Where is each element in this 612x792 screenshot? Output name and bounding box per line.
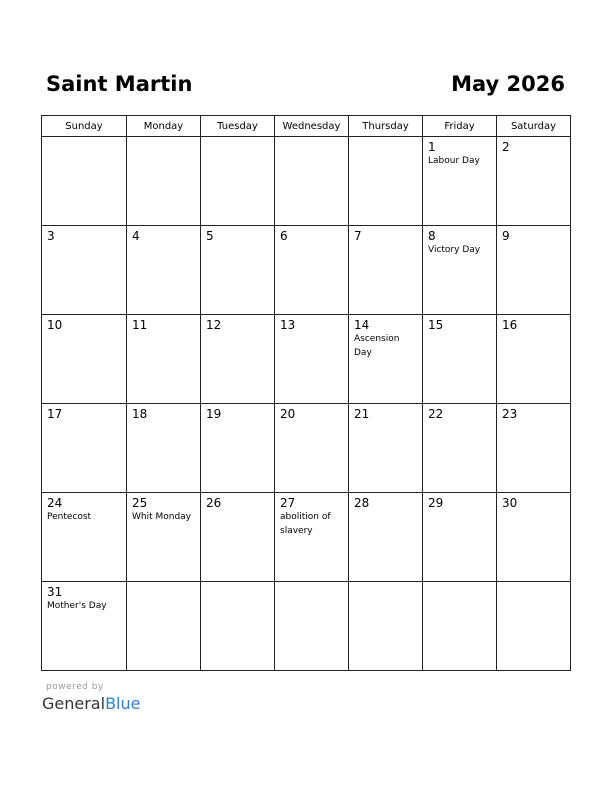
day-number bbox=[349, 582, 422, 585]
holiday-label: abolition of slavery bbox=[280, 512, 331, 536]
day-cell bbox=[42, 582, 127, 671]
day-cell bbox=[349, 315, 423, 404]
day-number: 13 bbox=[280, 318, 296, 332]
day-cell bbox=[127, 315, 201, 404]
day-cell bbox=[201, 404, 275, 493]
holiday-label: Labour Day bbox=[428, 156, 480, 166]
day-number: 8 bbox=[428, 229, 436, 243]
day-number: 11 bbox=[132, 318, 148, 332]
weekday-header: Friday bbox=[423, 116, 497, 137]
month-year-title: May 2026 bbox=[451, 72, 565, 96]
weekday-header: Wednesday bbox=[275, 116, 349, 137]
day-cell bbox=[423, 582, 497, 671]
day-number: 15 bbox=[428, 318, 444, 332]
holiday-label: Whit Monday bbox=[132, 512, 192, 522]
week-row bbox=[42, 404, 571, 493]
day-number: 16 bbox=[502, 318, 518, 332]
powered-by-label: powered by bbox=[46, 682, 104, 692]
day-cell bbox=[127, 137, 201, 226]
day-number: 20 bbox=[280, 407, 296, 421]
day-cell bbox=[349, 226, 423, 315]
day-number: 24 bbox=[47, 496, 63, 510]
day-cell bbox=[349, 582, 423, 671]
day-cell bbox=[275, 582, 349, 671]
day-cell bbox=[349, 493, 423, 582]
day-number: 14 bbox=[354, 318, 370, 332]
day-cell bbox=[497, 137, 571, 226]
day-cell bbox=[275, 404, 349, 493]
day-cell bbox=[201, 582, 275, 671]
day-cell bbox=[275, 493, 349, 582]
day-cell bbox=[423, 137, 497, 226]
day-cell bbox=[497, 315, 571, 404]
week-row bbox=[42, 137, 571, 226]
day-number: 3 bbox=[47, 229, 55, 243]
day-cell bbox=[423, 226, 497, 315]
day-number: 5 bbox=[206, 229, 214, 243]
day-cell bbox=[201, 493, 275, 582]
day-number bbox=[127, 582, 200, 585]
day-cell bbox=[42, 493, 127, 582]
day-cell bbox=[423, 404, 497, 493]
day-number: 18 bbox=[132, 407, 148, 421]
holiday-label: Pentecost bbox=[47, 512, 92, 522]
holiday-label: Victory Day bbox=[428, 245, 481, 255]
day-number: 19 bbox=[206, 407, 222, 421]
day-number: 28 bbox=[354, 496, 370, 510]
weekday-header: Saturday bbox=[497, 116, 571, 137]
day-number: 2 bbox=[502, 140, 510, 154]
day-number: 31 bbox=[47, 585, 63, 599]
day-cell bbox=[497, 582, 571, 671]
day-cell bbox=[497, 226, 571, 315]
week-row bbox=[42, 582, 571, 671]
day-number bbox=[497, 582, 570, 585]
day-number: 22 bbox=[428, 407, 444, 421]
day-number bbox=[349, 137, 422, 140]
day-cell bbox=[275, 226, 349, 315]
day-cell bbox=[127, 404, 201, 493]
weekday-header: Monday bbox=[127, 116, 201, 137]
day-cell bbox=[423, 493, 497, 582]
generalblue-logo bbox=[42, 694, 140, 714]
day-number bbox=[201, 582, 274, 585]
day-cell bbox=[127, 226, 201, 315]
day-number: 7 bbox=[354, 229, 362, 243]
day-number: 12 bbox=[206, 318, 222, 332]
day-number: 6 bbox=[280, 229, 288, 243]
day-number: 30 bbox=[502, 496, 518, 510]
weekday-header: Sunday bbox=[42, 116, 127, 137]
day-number: 29 bbox=[428, 496, 444, 510]
day-cell bbox=[497, 404, 571, 493]
day-number: 17 bbox=[47, 407, 63, 421]
day-number bbox=[127, 137, 200, 140]
day-cell bbox=[42, 404, 127, 493]
week-row bbox=[42, 226, 571, 315]
day-cell bbox=[275, 137, 349, 226]
day-number bbox=[275, 582, 348, 585]
week-row bbox=[42, 493, 571, 582]
day-number: 27 bbox=[280, 496, 296, 510]
logo-general-text: General bbox=[42, 694, 106, 713]
day-cell bbox=[201, 137, 275, 226]
day-cell bbox=[42, 137, 127, 226]
day-cell bbox=[42, 226, 127, 315]
day-cell bbox=[42, 315, 127, 404]
holiday-label: Mother's Day bbox=[47, 601, 107, 611]
logo-blue-text: Blue bbox=[105, 694, 141, 713]
country-title: Saint Martin bbox=[46, 72, 193, 96]
day-cell bbox=[423, 315, 497, 404]
day-cell bbox=[127, 582, 201, 671]
day-number: 23 bbox=[502, 407, 518, 421]
day-number: 4 bbox=[132, 229, 140, 243]
day-cell bbox=[127, 493, 201, 582]
day-cell bbox=[201, 226, 275, 315]
holiday-label: Ascension Day bbox=[354, 334, 400, 358]
day-cell bbox=[275, 315, 349, 404]
day-cell bbox=[349, 137, 423, 226]
day-number bbox=[201, 137, 274, 140]
day-number: 25 bbox=[132, 496, 148, 510]
day-cell bbox=[497, 493, 571, 582]
week-row bbox=[42, 315, 571, 404]
day-number bbox=[275, 137, 348, 140]
day-cell bbox=[201, 315, 275, 404]
day-number bbox=[423, 582, 496, 585]
day-number: 21 bbox=[354, 407, 370, 421]
day-number: 9 bbox=[502, 229, 510, 243]
day-number bbox=[42, 137, 126, 140]
calendar-grid bbox=[41, 115, 571, 671]
day-number: 1 bbox=[428, 140, 436, 154]
day-number: 10 bbox=[47, 318, 63, 332]
day-cell bbox=[349, 404, 423, 493]
weekday-header: Thursday bbox=[349, 116, 423, 137]
day-number: 26 bbox=[206, 496, 222, 510]
weekday-header: Tuesday bbox=[201, 116, 275, 137]
weekday-header-row bbox=[42, 116, 571, 137]
